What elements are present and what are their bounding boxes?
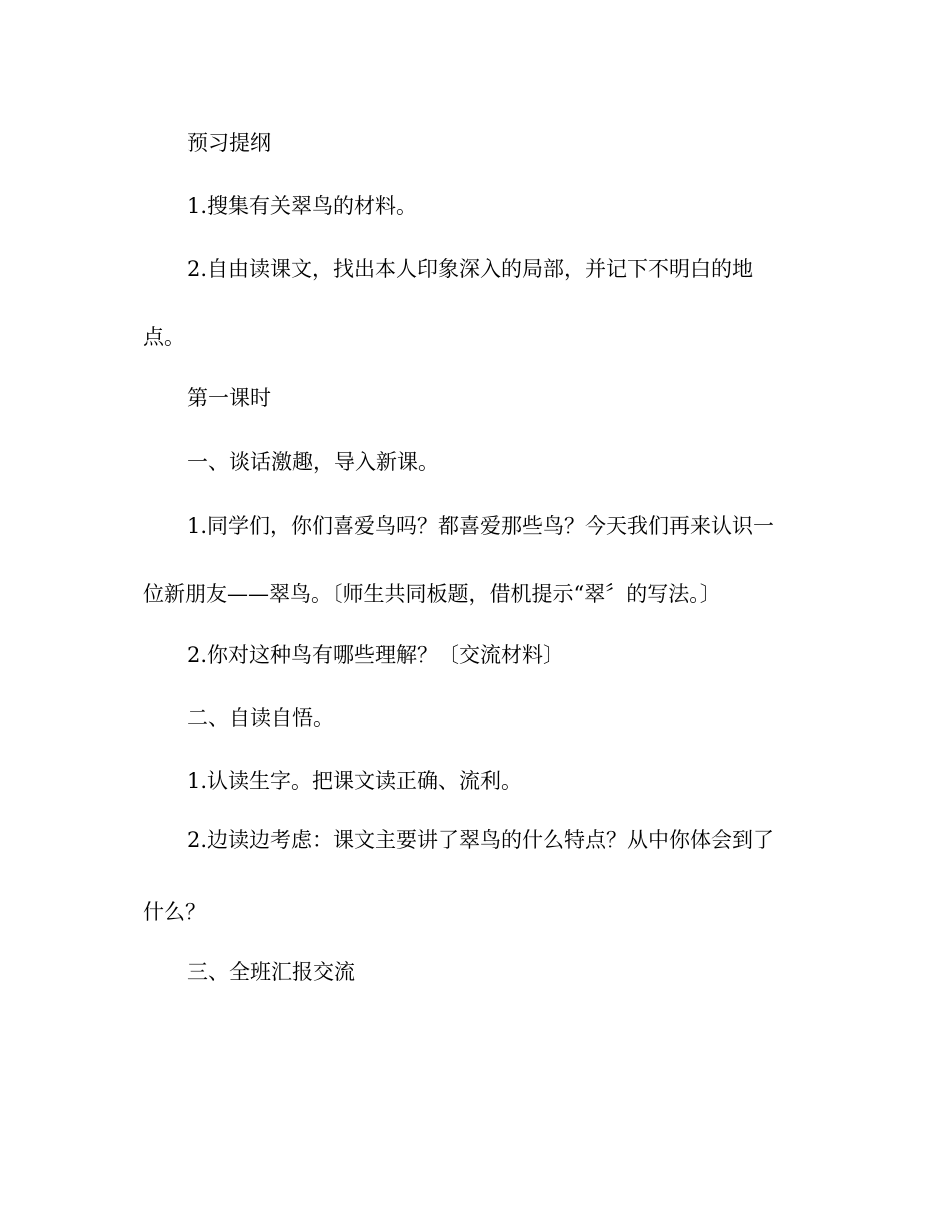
heading-preview-outline: 预习提纲	[187, 131, 271, 155]
paragraph-line: 1.同学们，你们喜爱鸟吗？都喜爱那些鸟？今天我们再来认识一	[187, 514, 775, 538]
paragraph-line: 1.搜集有关翠鸟的材料。	[187, 194, 418, 218]
section-heading: 二、自读自悟。	[187, 706, 334, 730]
paragraph-line: 1.认读生字。把课文读正确、流利。	[187, 769, 523, 793]
paragraph-line: 什么？	[143, 900, 206, 924]
paragraph-line: 2.你对这种鸟有哪些理解？〔交流材料〕	[187, 643, 565, 667]
paragraph-line: 位新朋友——翠鸟。〔师生共同板题，借机提示“翠〞的写法。〕	[143, 582, 721, 606]
section-heading: 一、谈话激趣，导入新课。	[187, 450, 439, 474]
heading-first-period: 第一课时	[187, 386, 271, 410]
paragraph-line: 2.边读边考虑：课文主要讲了翠鸟的什么特点？从中你体会到了	[187, 828, 775, 852]
paragraph-line: 点。	[143, 325, 185, 349]
paragraph-line: 2.自由读课文，找出本人印象深入的局部，并记下不明白的地	[187, 257, 754, 281]
section-heading: 三、全班汇报交流	[187, 960, 355, 984]
